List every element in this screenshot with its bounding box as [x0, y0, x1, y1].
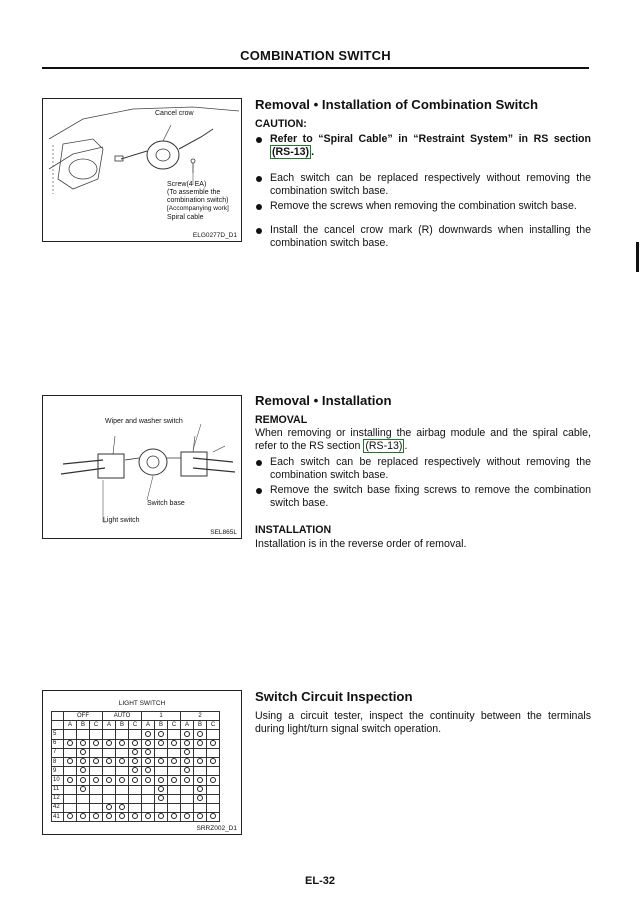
- subcolumn-header: B: [77, 721, 90, 730]
- label-screw-2: (To assemble the: [167, 189, 221, 196]
- continuity-dot: [106, 804, 112, 810]
- label-wiper-washer-switch: Wiper and washer switch: [105, 418, 183, 425]
- continuity-dot: [145, 740, 151, 746]
- table-cell: [129, 776, 142, 785]
- table-cell: [168, 794, 181, 803]
- section-removal-installation-combination-switch: [255, 97, 591, 251]
- bullet-item: Each switch can be replaced respectively without removing the combination switch base.: [255, 456, 591, 482]
- table-cell: [103, 748, 116, 757]
- label-accompanying-work: [Accompanying work]: [167, 205, 229, 212]
- continuity-dot: [158, 731, 164, 737]
- table-cell: [77, 757, 90, 766]
- table-cell: [129, 803, 142, 812]
- table-cell: [194, 748, 207, 757]
- table-cell: [116, 794, 129, 803]
- table-cell: [64, 794, 77, 803]
- continuity-dot: [184, 740, 190, 746]
- label-screw-1: Screw(4 EA): [167, 181, 207, 188]
- table-cell: [77, 730, 90, 739]
- bullet-item: Remove the switch base fixing screws to remove the combination switch base.: [255, 484, 591, 510]
- table-cell: [155, 757, 168, 766]
- table-cell: [142, 757, 155, 766]
- table-cell: [168, 776, 181, 785]
- bullet-item: Each switch can be replaced respectively without removing the combination switch base.: [255, 172, 591, 198]
- table-cell: [116, 748, 129, 757]
- table-cell: [181, 767, 194, 776]
- table-row: [52, 757, 220, 766]
- table-cell: [207, 785, 220, 794]
- table-cell: [77, 767, 90, 776]
- group-header-row: [52, 712, 220, 721]
- continuity-dot: [119, 740, 125, 746]
- table-cell: [90, 776, 103, 785]
- subcolumn-header: B: [155, 721, 168, 730]
- bullet-item: Install the cancel crow mark (R) downwards when installing the combination switch base.: [255, 224, 591, 250]
- table-cell: [194, 730, 207, 739]
- table-cell: [181, 739, 194, 748]
- table-cell: [129, 757, 142, 766]
- table-cell: [142, 748, 155, 757]
- table-title: LIGHT SWITCH: [118, 700, 166, 707]
- table-cell: [103, 813, 116, 822]
- table-cell: [194, 803, 207, 812]
- terminal-label: 7: [52, 748, 64, 757]
- continuity-dot: [119, 758, 125, 764]
- continuity-dot: [171, 813, 177, 819]
- terminal-label: 11: [52, 785, 64, 794]
- table-cell: [207, 730, 220, 739]
- table-cell: [64, 813, 77, 822]
- continuity-dot: [145, 731, 151, 737]
- continuity-dot: [197, 813, 203, 819]
- continuity-dot: [158, 777, 164, 783]
- table-cell: [142, 776, 155, 785]
- table-cell: [77, 776, 90, 785]
- terminal-label: 41: [52, 813, 64, 822]
- table-cell: [129, 730, 142, 739]
- table-cell: [168, 767, 181, 776]
- subcolumn-header: A: [142, 721, 155, 730]
- continuity-dot: [210, 740, 216, 746]
- continuity-dot: [80, 767, 86, 773]
- continuity-dot: [93, 740, 99, 746]
- continuity-dot: [132, 777, 138, 783]
- continuity-dot: [158, 740, 164, 746]
- table-cell: [181, 794, 194, 803]
- table-cell: [168, 813, 181, 822]
- caution-item: Refer to “Spiral Cable” in “Restraint System” in RS section (RS-13) .: [255, 133, 591, 159]
- section-removal-installation: [255, 393, 591, 551]
- table-cell: [103, 757, 116, 766]
- table-cell: [142, 813, 155, 822]
- continuity-dot: [106, 777, 112, 783]
- group-2: 2: [181, 712, 220, 721]
- table-cell: [207, 767, 220, 776]
- table-cell: [181, 803, 194, 812]
- continuity-dot: [80, 749, 86, 755]
- table-cell: [207, 748, 220, 757]
- continuity-dot: [106, 813, 112, 819]
- table-cell: [90, 785, 103, 794]
- subcolumn-header: C: [129, 721, 142, 730]
- continuity-dot: [197, 731, 203, 737]
- continuity-dot: [171, 740, 177, 746]
- table-cell: [116, 776, 129, 785]
- rs-13-link[interactable]: (RS-13): [272, 146, 310, 159]
- continuity-dot: [184, 749, 190, 755]
- table-cell: [90, 748, 103, 757]
- continuity-dot: [184, 767, 190, 773]
- figure-code: SRRZ002_D1: [196, 825, 237, 832]
- continuity-dot: [67, 758, 73, 764]
- continuity-dot: [93, 813, 99, 819]
- table-cell: [90, 757, 103, 766]
- continuity-dot: [210, 777, 216, 783]
- table-cell: [116, 730, 129, 739]
- continuity-dot: [67, 777, 73, 783]
- table-cell: [181, 748, 194, 757]
- table-cell: [64, 767, 77, 776]
- table-cell: [103, 730, 116, 739]
- table-cell: [155, 739, 168, 748]
- figure-combination-switch-removal: [42, 98, 242, 242]
- continuity-dot: [158, 795, 164, 801]
- figure-switch-base-removal: [42, 395, 242, 539]
- label-cancel-crow: Cancel crow: [155, 110, 194, 117]
- subcolumn-header: A: [181, 721, 194, 730]
- subcolumn-header: C: [168, 721, 181, 730]
- table-cell: [77, 794, 90, 803]
- table-cell: [129, 739, 142, 748]
- section-title: Removal • Installation of Combination Switch: [255, 97, 539, 112]
- continuity-dot: [197, 786, 203, 792]
- table-cell: [155, 794, 168, 803]
- subcolumn-header: A: [103, 721, 116, 730]
- removal-text: When removing or installing the airbag module and the spiral cable, refer to the RS section (RS-13) .: [255, 427, 591, 453]
- bullet-item: Remove the screws when removing the combination switch base.: [255, 200, 591, 213]
- continuity-dot: [197, 758, 203, 764]
- table-cell: [103, 794, 116, 803]
- table-cell: [207, 794, 220, 803]
- table-cell: [168, 739, 181, 748]
- table-cell: [181, 813, 194, 822]
- figure-code: ELG0277D_D1: [192, 232, 237, 239]
- continuity-dot: [119, 777, 125, 783]
- terminal-label: 10: [52, 776, 64, 785]
- table-cell: [129, 767, 142, 776]
- table-cell: [116, 803, 129, 812]
- continuity-dot: [67, 813, 73, 819]
- table-cell: [194, 767, 207, 776]
- table-cell: [207, 776, 220, 785]
- table-cell: [207, 803, 220, 812]
- table-cell: [90, 794, 103, 803]
- continuity-dot: [132, 740, 138, 746]
- group-auto: AUTO: [103, 712, 142, 721]
- subcolumn-header: C: [207, 721, 220, 730]
- group-1: 1: [142, 712, 181, 721]
- section-title: Switch Circuit Inspection: [255, 689, 413, 704]
- table-row: [52, 785, 220, 794]
- continuity-dot: [80, 813, 86, 819]
- table-cell: [90, 730, 103, 739]
- table-cell: [64, 757, 77, 766]
- table-cell: [103, 739, 116, 748]
- continuity-dot: [197, 777, 203, 783]
- continuity-dot: [119, 804, 125, 810]
- table-row: [52, 748, 220, 757]
- table-cell: [90, 739, 103, 748]
- table-cell: [142, 785, 155, 794]
- table-cell: [194, 739, 207, 748]
- rs-13-link[interactable]: (RS-13): [365, 440, 403, 453]
- label-screw-3: combination switch): [167, 197, 229, 204]
- table-cell: [129, 748, 142, 757]
- continuity-dot: [184, 731, 190, 737]
- subcolumn-header: C: [90, 721, 103, 730]
- continuity-dot: [184, 777, 190, 783]
- table-cell: [129, 785, 142, 794]
- label-switch-base: Switch base: [147, 500, 185, 507]
- continuity-table: [51, 711, 220, 822]
- table-row: [52, 803, 220, 812]
- table-row: [52, 739, 220, 748]
- continuity-dot: [93, 758, 99, 764]
- table-row: [52, 767, 220, 776]
- table-cell: [168, 748, 181, 757]
- continuity-dot: [171, 758, 177, 764]
- continuity-dot: [145, 813, 151, 819]
- table-cell: [77, 739, 90, 748]
- table-cell: [207, 813, 220, 822]
- table-cell: [103, 803, 116, 812]
- continuity-dot: [145, 767, 151, 773]
- installation-heading: INSTALLATION: [255, 524, 332, 537]
- table-cell: [103, 776, 116, 785]
- continuity-dot: [158, 786, 164, 792]
- continuity-dot: [158, 758, 164, 764]
- table-cell: [116, 813, 129, 822]
- subcolumn-header-row: [52, 721, 220, 730]
- continuity-dot: [197, 795, 203, 801]
- table-row: [52, 730, 220, 739]
- terminal-label: 6: [52, 739, 64, 748]
- continuity-dot: [171, 777, 177, 783]
- table-cell: [181, 785, 194, 794]
- label-light-switch: Light switch: [103, 517, 140, 524]
- continuity-dot: [106, 740, 112, 746]
- table-row: [52, 794, 220, 803]
- table-row: [52, 776, 220, 785]
- table-cell: [155, 785, 168, 794]
- table-cell: [129, 794, 142, 803]
- group-off: OFF: [64, 712, 103, 721]
- table-cell: [142, 794, 155, 803]
- table-cell: [194, 776, 207, 785]
- continuity-dot: [158, 813, 164, 819]
- table-cell: [181, 776, 194, 785]
- table-cell: [168, 785, 181, 794]
- table-cell: [155, 767, 168, 776]
- table-cell: [116, 757, 129, 766]
- terminal-label: 5: [52, 730, 64, 739]
- section-switch-circuit-inspection: [255, 689, 591, 736]
- table-cell: [90, 767, 103, 776]
- inspection-text: Using a circuit tester, inspect the continuity between the terminals during light/turn signal switch operation.: [255, 710, 591, 736]
- continuity-dot: [132, 749, 138, 755]
- continuity-dot: [93, 777, 99, 783]
- table-cell: [155, 730, 168, 739]
- table-cell: [64, 785, 77, 794]
- subcolumn-header: A: [64, 721, 77, 730]
- table-cell: [77, 803, 90, 812]
- table-cell: [142, 730, 155, 739]
- caution-label: CAUTION:: [255, 118, 307, 130]
- table-cell: [155, 813, 168, 822]
- page-number: EL-32: [305, 875, 335, 887]
- table-cell: [142, 767, 155, 776]
- table-cell: [64, 776, 77, 785]
- table-cell: [142, 739, 155, 748]
- table-cell: [116, 767, 129, 776]
- header-rule: [42, 67, 589, 69]
- table-cell: [168, 803, 181, 812]
- table-cell: [155, 748, 168, 757]
- page-title: COMBINATION SWITCH: [240, 48, 391, 63]
- continuity-dot: [106, 758, 112, 764]
- continuity-dot: [184, 758, 190, 764]
- continuity-dot: [80, 786, 86, 792]
- combination-switch-illustration: [43, 99, 241, 241]
- continuity-dot: [80, 777, 86, 783]
- table-cell: [207, 739, 220, 748]
- table-cell: [194, 794, 207, 803]
- removal-heading: REMOVAL: [255, 414, 308, 426]
- section-title: Removal • Installation: [255, 393, 392, 408]
- table-cell: [116, 739, 129, 748]
- continuity-dot: [132, 813, 138, 819]
- terminal-label: 42: [52, 803, 64, 812]
- table-cell: [194, 757, 207, 766]
- figure-code: SEL865L: [210, 529, 237, 536]
- table-cell: [77, 748, 90, 757]
- figure-light-switch-continuity: [42, 690, 242, 835]
- terminal-label: 9: [52, 767, 64, 776]
- table-cell: [142, 803, 155, 812]
- table-cell: [116, 785, 129, 794]
- table-row: [52, 813, 220, 822]
- subcolumn-header: B: [116, 721, 129, 730]
- table-cell: [181, 730, 194, 739]
- terminal-label: 8: [52, 757, 64, 766]
- continuity-dot: [197, 740, 203, 746]
- continuity-dot: [145, 758, 151, 764]
- table-cell: [64, 748, 77, 757]
- subcolumn-header: B: [194, 721, 207, 730]
- continuity-dot: [67, 740, 73, 746]
- continuity-dot: [145, 777, 151, 783]
- table-cell: [103, 767, 116, 776]
- table-cell: [77, 785, 90, 794]
- continuity-dot: [132, 758, 138, 764]
- table-cell: [168, 730, 181, 739]
- table-cell: [64, 739, 77, 748]
- table-cell: [194, 813, 207, 822]
- table-cell: [155, 803, 168, 812]
- table-cell: [129, 813, 142, 822]
- table-cell: [77, 813, 90, 822]
- label-spiral-cable: Spiral cable: [167, 214, 204, 221]
- installation-text: Installation is in the reverse order of removal.: [255, 537, 467, 550]
- table-cell: [207, 757, 220, 766]
- continuity-dot: [80, 740, 86, 746]
- table-cell: [90, 803, 103, 812]
- continuity-dot: [184, 813, 190, 819]
- table-cell: [90, 813, 103, 822]
- table-cell: [103, 785, 116, 794]
- table-cell: [64, 730, 77, 739]
- continuity-dot: [119, 813, 125, 819]
- continuity-dot: [145, 749, 151, 755]
- continuity-dot: [132, 767, 138, 773]
- continuity-dot: [210, 813, 216, 819]
- continuity-dot: [80, 758, 86, 764]
- continuity-dot: [210, 758, 216, 764]
- table-cell: [64, 803, 77, 812]
- table-cell: [168, 757, 181, 766]
- table-cell: [181, 757, 194, 766]
- table-cell: [155, 776, 168, 785]
- page-edge-tab: [636, 242, 639, 272]
- terminal-label: 12: [52, 794, 64, 803]
- table-cell: [194, 785, 207, 794]
